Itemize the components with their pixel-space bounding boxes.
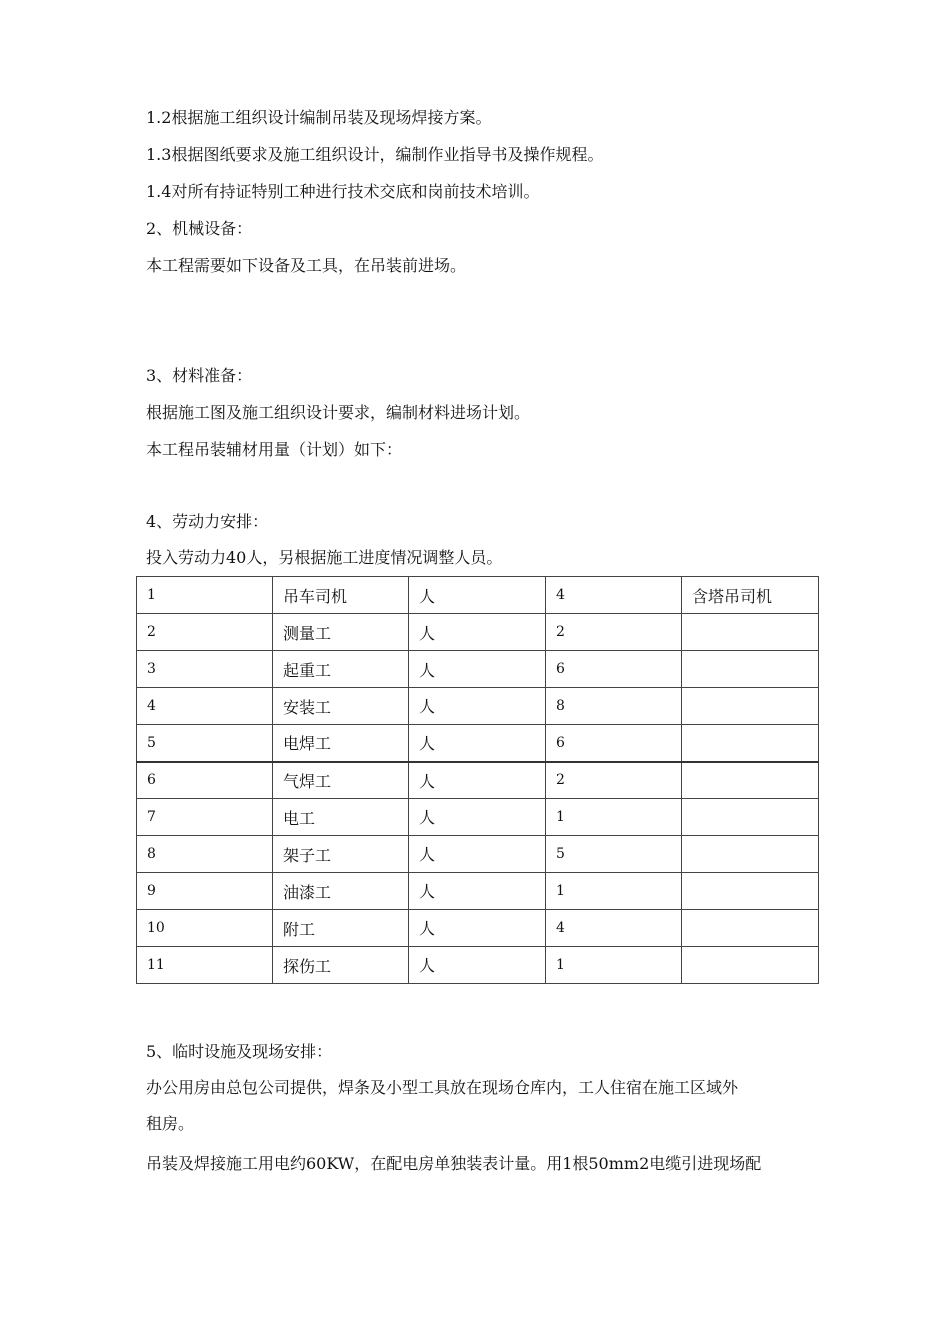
cell-unit: 人 bbox=[409, 873, 546, 910]
table-row bbox=[137, 651, 819, 688]
paragraph-materials-usage: 本工程吊装辅材用量（计划）如下： bbox=[146, 440, 403, 459]
table-row bbox=[137, 947, 819, 984]
cell-note bbox=[682, 947, 819, 984]
cell-trade: 起重工 bbox=[273, 651, 409, 688]
paragraph-power: 吊装及焊接施工用电约60KW，在配电房单独装表计量。用1根50mm2电缆引进现场配 bbox=[146, 1154, 762, 1173]
cell-trade: 油漆工 bbox=[273, 873, 409, 910]
cell-count: 4 bbox=[546, 577, 682, 614]
cell-count: 6 bbox=[546, 651, 682, 688]
cell-no: 2 bbox=[137, 614, 273, 651]
cell-count: 1 bbox=[546, 799, 682, 836]
section-heading-facilities: 5、临时设施及现场安排： bbox=[146, 1042, 333, 1061]
cell-note: 含塔吊司机 bbox=[682, 577, 819, 614]
cell-note bbox=[682, 836, 819, 873]
section-heading-labor: 4、劳动力安排： bbox=[146, 512, 269, 531]
cell-unit: 人 bbox=[409, 762, 546, 799]
cell-note bbox=[682, 688, 819, 725]
cell-no: 5 bbox=[137, 725, 273, 762]
cell-unit: 人 bbox=[409, 947, 546, 984]
cell-trade: 探伤工 bbox=[273, 947, 409, 984]
cell-trade: 电工 bbox=[273, 799, 409, 836]
table-row bbox=[137, 836, 819, 873]
section-heading-materials: 3、材料准备： bbox=[146, 366, 253, 385]
cell-count: 1 bbox=[546, 947, 682, 984]
table-row bbox=[137, 910, 819, 947]
table-row bbox=[137, 614, 819, 651]
cell-note bbox=[682, 725, 819, 762]
cell-trade: 架子工 bbox=[273, 836, 409, 873]
cell-trade: 电焊工 bbox=[273, 725, 409, 762]
cell-no: 8 bbox=[137, 836, 273, 873]
paragraph-facilities-line1: 办公用房由总包公司提供，焊条及小型工具放在现场仓库内，工人住宿在施工区域外 bbox=[146, 1078, 739, 1097]
cell-no: 11 bbox=[137, 947, 273, 984]
cell-trade: 吊车司机 bbox=[273, 577, 409, 614]
paragraph-labor: 投入劳动力40人，另根据施工进度情况调整人员。 bbox=[146, 548, 503, 567]
section-heading-equipment: 2、机械设备： bbox=[146, 219, 253, 238]
cell-note bbox=[682, 614, 819, 651]
cell-unit: 人 bbox=[409, 651, 546, 688]
cell-count: 1 bbox=[546, 873, 682, 910]
cell-count: 8 bbox=[546, 688, 682, 725]
table-row bbox=[137, 688, 819, 725]
paragraph-1-2: 1.2根据施工组织设计编制吊装及现场焊接方案。 bbox=[146, 108, 492, 127]
table-row bbox=[137, 799, 819, 836]
cell-note bbox=[682, 799, 819, 836]
cell-unit: 人 bbox=[409, 910, 546, 947]
table-row bbox=[137, 725, 819, 762]
cell-trade: 安装工 bbox=[273, 688, 409, 725]
paragraph-equipment: 本工程需要如下设备及工具，在吊装前进场。 bbox=[146, 256, 467, 275]
cell-unit: 人 bbox=[409, 614, 546, 651]
cell-unit: 人 bbox=[409, 799, 546, 836]
cell-no: 6 bbox=[137, 762, 273, 799]
cell-no: 1 bbox=[137, 577, 273, 614]
cell-note bbox=[682, 873, 819, 910]
cell-no: 9 bbox=[137, 873, 273, 910]
table-row bbox=[137, 873, 819, 910]
cell-trade: 附工 bbox=[273, 910, 409, 947]
table-row bbox=[137, 577, 819, 614]
cell-no: 10 bbox=[137, 910, 273, 947]
cell-note bbox=[682, 910, 819, 947]
cell-no: 4 bbox=[137, 688, 273, 725]
cell-trade: 测量工 bbox=[273, 614, 409, 651]
paragraph-1-3: 1.3根据图纸要求及施工组织设计，编制作业指导书及操作规程。 bbox=[146, 145, 604, 164]
paragraph-materials-plan: 根据施工图及施工组织设计要求，编制材料进场计划。 bbox=[146, 403, 531, 422]
cell-count: 5 bbox=[546, 836, 682, 873]
cell-note bbox=[682, 762, 819, 799]
cell-note bbox=[682, 651, 819, 688]
cell-trade: 气焊工 bbox=[273, 762, 409, 799]
labor-table bbox=[136, 576, 819, 984]
cell-unit: 人 bbox=[409, 688, 546, 725]
table-row bbox=[137, 762, 819, 799]
paragraph-facilities-line2: 租房。 bbox=[146, 1114, 195, 1133]
cell-unit: 人 bbox=[409, 577, 546, 614]
cell-count: 4 bbox=[546, 910, 682, 947]
cell-unit: 人 bbox=[409, 725, 546, 762]
cell-no: 3 bbox=[137, 651, 273, 688]
cell-count: 2 bbox=[546, 614, 682, 651]
cell-no: 7 bbox=[137, 799, 273, 836]
cell-unit: 人 bbox=[409, 836, 546, 873]
paragraph-1-4: 1.4对所有持证特别工种进行技术交底和岗前技术培训。 bbox=[146, 182, 540, 201]
cell-count: 6 bbox=[546, 725, 682, 762]
cell-count: 2 bbox=[546, 762, 682, 799]
